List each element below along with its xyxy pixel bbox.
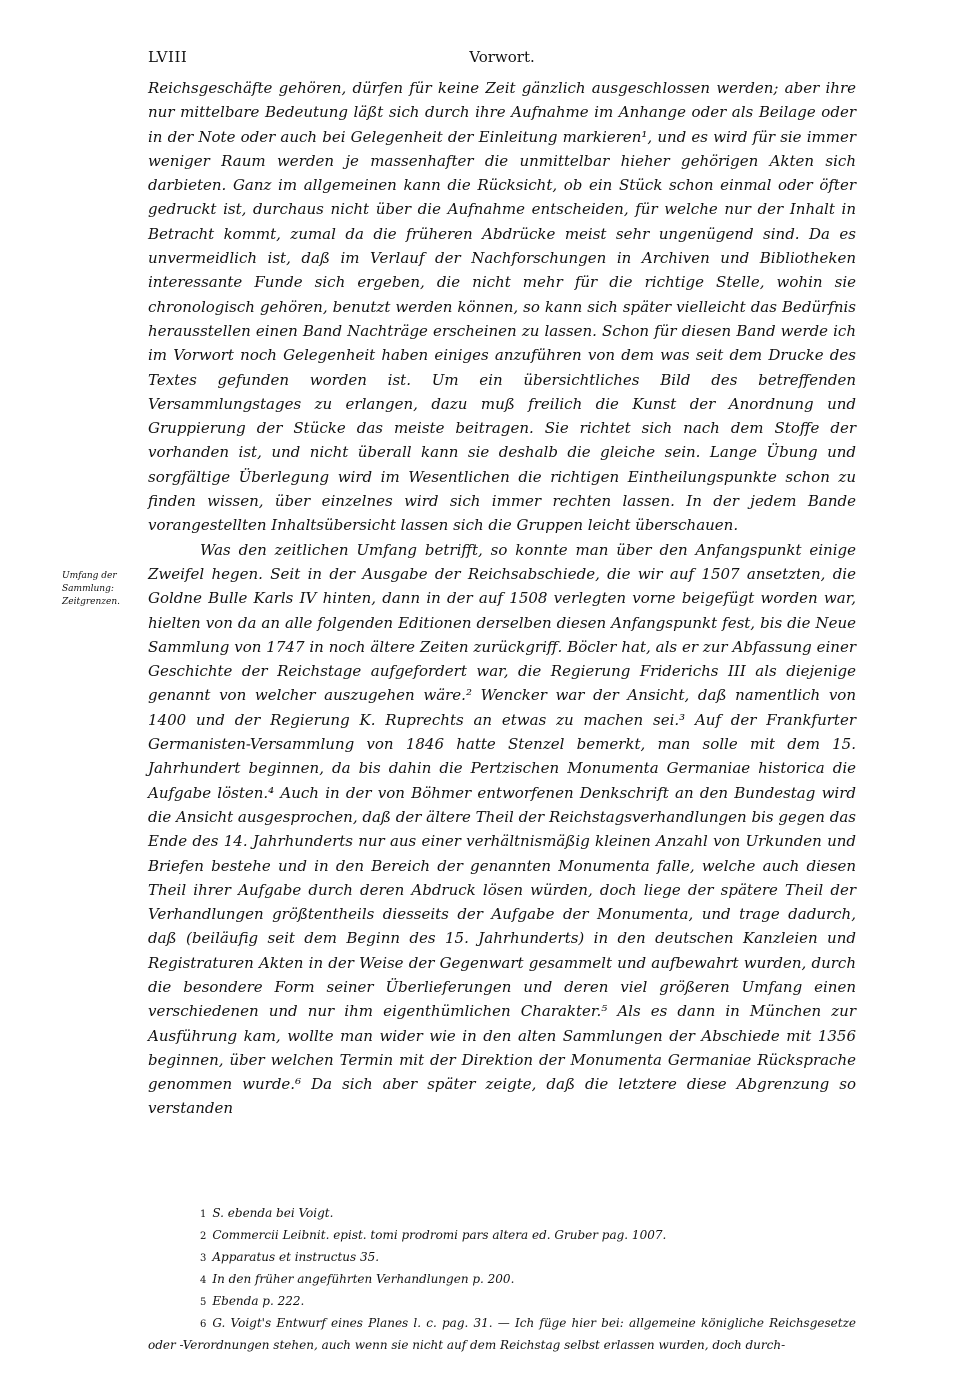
- body-text: [148, 76, 856, 1121]
- footnote: [148, 1291, 856, 1313]
- margin-note-line: Umfang der: [62, 571, 117, 581]
- margin-note-line: Zeitgrenzen.: [62, 597, 120, 607]
- footnote: [148, 1225, 856, 1247]
- footnote-mark: 2: [200, 1231, 207, 1242]
- footnote: [148, 1313, 856, 1356]
- footnote: [148, 1247, 856, 1269]
- footnote-text: Apparatus et instructus 35.: [212, 1250, 380, 1264]
- footnote-text: S. ebenda bei Voigt.: [212, 1206, 334, 1220]
- footnote-mark: 5: [200, 1297, 207, 1308]
- footnote-text: Ebenda p. 222.: [212, 1294, 305, 1308]
- footnote-mark: 4: [200, 1275, 207, 1286]
- margin-note-line: Sammlung:: [62, 584, 114, 594]
- running-head: Vorwort.: [469, 48, 535, 66]
- footnote-text: Commercii Leibnit. epist. tomi prodromi pars altera ed. Gruber pag. 1007.: [212, 1228, 667, 1242]
- footnote: [148, 1203, 856, 1225]
- footnote-mark: 6: [200, 1319, 207, 1330]
- page-header: [148, 48, 856, 74]
- paragraph: Reichsgeschäfte gehören, dürfen für keine Zeit gänzlich ausgeschlossen werden; aber ihre nur mittelbare Bedeutung läßt sich durch ihre Aufnahme im Anhange oder als Beilage oder in der Note oder auch bei Gelegenheit der Einleitung markieren¹, und es wird für sie immer weniger Raum werden je massenhafter die unmittelbar hieher gehörigen Akten sich darbieten. Ganz im allgemeinen kann die Rücksicht, ob ein Stück schon einmal oder öfter gedruckt ist, durchaus nicht über die Aufnahme entscheiden, für welche nur der Inhalt in Betracht kommt, zumal da die früheren Abdrücke meist sehr ungenügend sind. Da es unvermeidlich ist, daß im Verlauf der Nachforschungen in Archiven und Bibliotheken interessante Funde sich ergeben, die nicht mehr für die richtige Stelle, wohin sie chronologisch gehören, benutzt werden können, so kann sich später vielleicht das Bedürfnis herausstellen einen Band Nachträge erscheinen zu lassen. Schon für diesen Band werde ich im Vorwort noch Gelegenheit haben einiges anzuführen von dem was seit dem Drucke des Textes gefunden worden ist. Um ein übersichtliches Bild des betreffenden Versammlungstages zu erlangen, dazu muß freilich die Kunst der Anordnung und Gruppierung der Stücke das meiste beitragen. Sie richtet sich nach dem Stoffe der vorhanden ist, und nicht überall kann sie deshalb die gleiche sein. Lange Übung und sorgfältige Überlegung wird im Wesentlichen die richtigen Eintheilungspunkte schon zu finden wissen, über einzelnes wird sich immer rechten lassen. In der jedem Bande vorangestellten Inhaltsübersicht lassen sich die Gruppen leicht überschauen.: [148, 79, 856, 535]
- footnotes: [148, 1203, 856, 1356]
- margin-note: [62, 570, 146, 609]
- footnote-text: G. Voigt's Entwurf eines Planes l. c. pag. 31. — Ich füge hier bei: allgemeine königliche Reichsgesetze oder -Verordnungen stehen, auch wenn sie nicht auf dem Reichstag selbst erlassen wurden, doch durch-: [148, 1316, 856, 1352]
- footnote-mark: 1: [200, 1209, 207, 1220]
- footnote-text: In den früher angeführten Verhandlungen p. 200.: [212, 1272, 515, 1286]
- page-number: LVIII: [148, 48, 188, 66]
- footnote-mark: 3: [200, 1253, 207, 1264]
- footnote: [148, 1269, 856, 1291]
- paragraph: Was den zeitlichen Umfang betrifft, so konnte man über den Anfangspunkt einige Zweifel hegen. Seit in der Ausgabe der Reichsabschiede, die wir auf 1507 ansetzten, die Goldne Bulle Karls IV hinten, dann in der auf 1508 verlegten vorne beigefügt worden war, hielten von da an alle folgenden Editionen derselben diesen Anfangspunkt fest, bis die Neue Sammlung von 1747 in noch ältere Zeiten zurückgriff. Böcler hat, als er zur Abfassung einer Geschichte der Reichstage aufgefordert war, die Regierung Friderichs III als diejenige genannt von welcher auszugehen wäre.² Wencker war der Ansicht, daß namentlich von 1400 und der Regierung K. Ruprechts an etwas zu machen sei.³ Auf der Frankfurter Germanisten-Versammlung von 1846 hatte Stenzel bemerkt, man solle mit dem 15. Jahrhundert beginnen, da bis dahin die Pertzischen Monumenta Germaniae historica die Aufgabe lösten.⁴ Auch in der von Böhmer entworfenen Denkschrift an den Bundestag wird die Ansicht ausgesprochen, daß der ältere Theil der Reichstagsverhandlungen bis gegen das Ende des 14. Jahrhunderts nur aus einer verhältnismäßig kleinen Anzahl von Urkunden und Briefen bestehe und in den Bereich der genannten Monumenta falle, welche auch diesen Theil ihrer Aufgabe durch deren Abdruck lösen würden, doch liege der spätere Theil der Verhandlungen größtentheils diesseits der Aufgabe der Monumenta, und trage dadurch, daß (beiläufig seit dem Beginn des 15. Jahrhunderts) in den deutschen Kanzleien und Registraturen Akten in der Weise der Gegenwart gesammelt und aufbewahrt wurden, durch die besondere Form seiner Überlieferungen und deren viel größeren Umfang einen verschiedenen und nur ihm eigenthümlichen Charakter.⁵ Als es dann in München zur Ausführung kam, wollte man wider wie in den alten Sammlungen der Abschiede mit 1356 beginnen, über welchen Termin mit der Direktion der Monumenta Germaniae Rücksprache genommen wurde.⁶ Da sich aber später zeigte, daß die letztere diese Abgrenzung so verstanden: [148, 540, 856, 1118]
